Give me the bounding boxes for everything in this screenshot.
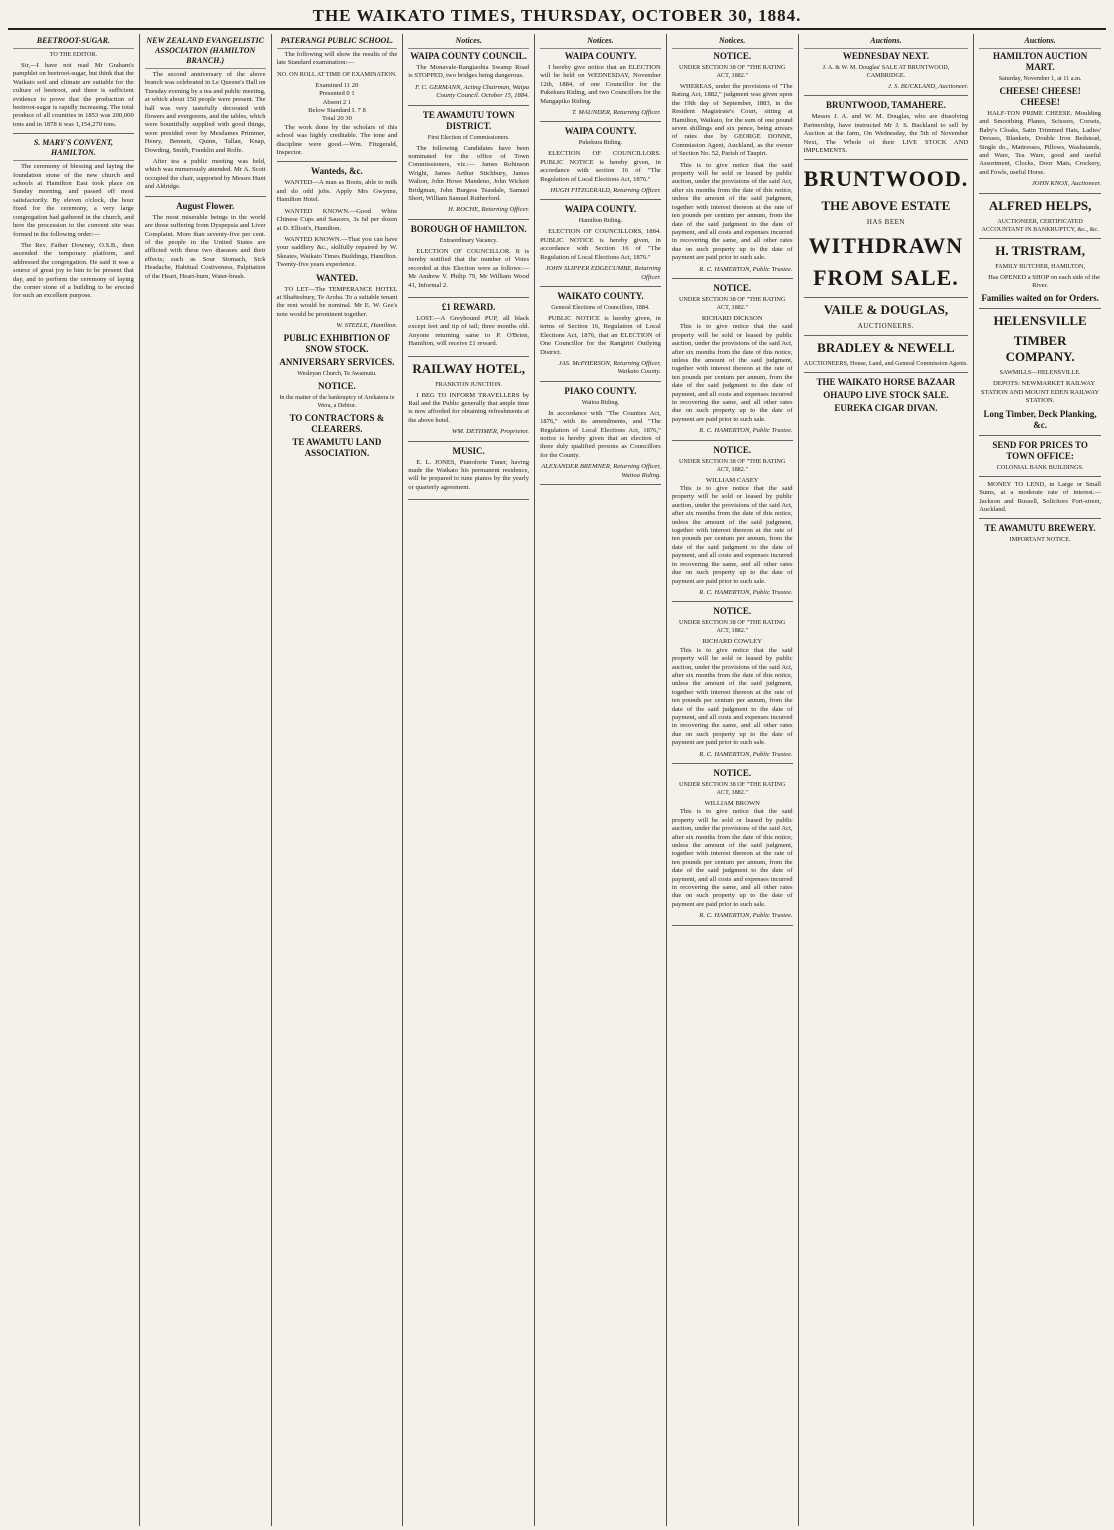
loan-text: MONEY TO LEND, in Large or Small Sums, at a moderate rate of interest.—Jackson and Russell, Solicitors Fort-street, Auckland.: [979, 480, 1101, 513]
display-subheading: AUCTIONEERS.: [857, 322, 915, 331]
display-subheading: SAWMILLS—HELENSVILLE.: [999, 369, 1081, 377]
notice-text: This is to give notice that the said property will be sold or leased by public auction, under the provisions of the said Act, after six months from the date of this notice, unless the amount of the said judgment, together with interest thereon at the rate of ten pounds per centum per annum, from the date of the said judgment to the date of payment, and all costs and expenses incurred in recovering the same, and all other rates due on such property up to the date of payment are paid prior to such sale.: [671, 808, 793, 908]
classified-ad: WANTED—A man as Boots, able to milk and do odd jobs. Apply Mrs Gwynne, Hamilton Hotel.: [276, 179, 398, 204]
display-heading: TIMBER COMPANY.: [1005, 333, 1075, 365]
notice-heading: £1 REWARD.: [441, 301, 496, 312]
notice-subhead: UNDER SECTION 38 OF "THE RATING ACT, 1882.": [678, 781, 786, 796]
article-title: BEETROOT-SUGAR.: [13, 36, 134, 49]
shop-text: Families waited on for Orders.: [981, 293, 1099, 304]
notice-block: [540, 386, 661, 485]
timber-text: Long Timber, Deck Planking, &c.: [983, 408, 1097, 430]
divider: [979, 193, 1101, 194]
notice-text: This is to give notice that the said property will be sold or leased by public auction, under the provisions of the said Act, after six months from the date of this notice, unless the amount of the said judgment, together with interest thereon at the rate of ten pounds per centum per annum, from the date of the said judgment to the date of payment, and all costs and expenses incurred in recovering the same, and all other rates due on such property up to the date of payment are paid prior to such sale.: [671, 161, 793, 262]
article-paragraph: The second anniversary of the above branch was celebrated in Le Quesne's Hall on Tuesday evening by a tea and public meeting, at which about 150 people were present. The hall was very tastefully decorated with flowers and evergreens, and the tables, which were bountifully supplied with good things, were presided over by Mesdames Primmer, Henry, Bennett, Quinn, Tallan, Knap, Dowding, Smith, Franklin and Rolfe.: [144, 71, 266, 154]
divider: [277, 161, 398, 162]
divider: [804, 297, 969, 298]
notice-subhead: UNDER SECTION 38 OF "THE RATING ACT, 1882.": [678, 457, 786, 473]
notice-block: [540, 51, 661, 122]
notice-block: [408, 302, 529, 357]
notice-heading: NOTICE.: [713, 606, 752, 617]
auction-heading: WEDNESDAY NEXT.: [842, 51, 929, 61]
section-heading: WANTED.: [316, 272, 358, 283]
notice-heading: NOTICE.: [713, 282, 752, 293]
notice-block: [672, 283, 793, 441]
table-row: Absent 2 1: [322, 98, 352, 106]
signature: R. C. HAMERTON, Public Trustee.: [699, 750, 793, 758]
column-5: [535, 34, 667, 1526]
notice-heading: MUSIC.: [452, 445, 485, 456]
display-heading: BRUNTWOOD.: [803, 166, 969, 192]
notice-subhead: UNDER SECTION 38 OF "THE RATING ACT, 1882.": [678, 64, 786, 79]
column-8: [974, 34, 1106, 1526]
notice-heading: NOTICE.: [318, 380, 356, 391]
article-paragraph: The following will show the results of the late Standard examination:—: [276, 51, 398, 67]
table-row: Below Standard I. 7 8: [308, 107, 366, 115]
notice-subhead: Wesleyan Church, Te Awamutu.: [297, 369, 377, 377]
column-6: [667, 34, 799, 1526]
display-heading: VAILE & DOUGLAS,: [823, 302, 949, 318]
signature: JOHN KNOX, Auctioneer.: [1031, 180, 1101, 188]
article-title: NEW ZEALAND EVANGELISTIC ASSOCIATION (HAMILTON BRANCH.): [145, 36, 266, 69]
article-paragraph: The ceremony of blessing and laying the foundation stone of the new church and schools at Hamilton East took place on Sunday morning, and passed off most satisfactorily. By eleven o'clock, the hour fixed for the ceremony, a very large congregation had gathered in the church, and here the procession to the convent site was formed in the following order:—: [13, 163, 134, 238]
debtor-name: RICHARD DICKSON: [701, 314, 763, 322]
column-1: [8, 34, 140, 1526]
debtor-name: WILLIAM BROWN: [704, 800, 760, 807]
divider: [979, 476, 1101, 477]
classified-ad: WANTED KNOWN.—Good White Chinese Cups and Saucers, 3s 6d per dozen at D. Elliott's, Hamilton.: [276, 207, 398, 232]
notice-heading: RAILWAY HOTEL,: [412, 360, 526, 376]
auction-heading: HAMILTON AUCTION MART.: [992, 51, 1088, 72]
notice-text: This is to give notice that the said property will be sold or leased by public auction, under the provisions of the said Act, after six months from the date of this notice, unless the amount of the said judgment, together with interest thereon at the rate of ten pounds per centum per annum, from the date of the said judgment to the date of payment, and all costs and expenses incurred in recovering the same, and all other rates due on such property up to the date of payment are paid prior to such sale.: [671, 646, 793, 747]
notice-text: The following Candidates have been nominated for the office of Town Commissioners, viz.:— James Robinson Wright, James Arthur Stichbury, James Walton, John Howe Mandeno, John Wickett Bridgman, John Burgess Teasdale, Samuel Short, William Samuel Rutherford.: [408, 144, 530, 203]
signature: H. ROCHE, Returning Officer.: [448, 206, 530, 214]
column-2: [140, 34, 272, 1526]
divider: [145, 196, 266, 197]
notice-subhead: UNDER SECTION 38 OF "THE RATING ACT, 1882.": [678, 619, 786, 635]
notice-block: [408, 224, 529, 298]
display-heading: WITHDRAWN: [808, 233, 964, 259]
notice-block: [672, 768, 793, 926]
notice-text: LOST.—A Greyhound PUP, all black except feet and tip of tail; three months old. Anyone returning same to P. O'Brien, Hamilton, will receive £1 reward.: [408, 314, 530, 348]
divider: [804, 335, 969, 336]
debtor-name: RICHARD COWLEY: [702, 638, 762, 646]
notice-heading: WAIPA COUNTY.: [564, 126, 637, 137]
notice-block: [408, 51, 529, 106]
article-title: PATERANGI PUBLIC SCHOOL.: [277, 36, 398, 49]
notice-subhead: Waitoa Riding.: [581, 398, 620, 406]
auction-subhead: J. A. & W. M. Douglas' SALE AT BRUNTWOOD, CAMBRIDGE.: [822, 64, 950, 79]
article-paragraph: The work done by the scholars of this school was highly creditable. The tone and discipline were good.—Wm. Fitzgerald, Inspector.: [276, 123, 398, 157]
column-heading: Notices.: [408, 36, 529, 49]
notice-text: This is to give notice that the said property will be sold or leased by public auction, under the provisions of the said Act, after six months from the date of this notice, unless the amount of the said judgment, together with interest thereon at the rate of ten pounds per centum per annum, from the date of the said judgment to the date of payment, and all costs and expenses incurred in recovering the same, and all other rates due on such property up to the date of payment are paid prior to such sale.: [671, 323, 793, 423]
columns: [8, 34, 1106, 1526]
debtor-name: WILLIAM CASEY: [705, 476, 759, 484]
column-3: [272, 34, 404, 1526]
notice-subhead: Extraordinary Vacancy.: [439, 236, 498, 244]
notice-subhead: First Election of Commissioners.: [427, 133, 510, 141]
notice-heading: TO CONTRACTORS & CLEARERS.: [289, 412, 385, 434]
column-heading: Notices.: [540, 36, 661, 49]
signature: F. C. GERMANN, Acting Chairman, Waipa County Council. October 15, 1884.: [415, 83, 530, 100]
table-row: Examined 11 20: [315, 81, 359, 89]
notice-block: [672, 51, 793, 279]
signature: T. MAUNDER, Returning Officer.: [571, 109, 661, 117]
notice-subhead: Pukekura Riding.: [578, 139, 623, 147]
divider: [979, 238, 1101, 239]
notice-text: In accordance with "The Counties Act, 1876," with its amendments, and "The Regulation of Local Elections Act, 1876," notice is hereby given that an election of three duly qualified persons as Councillors for the County.: [540, 409, 661, 459]
notice-heading: NOTICE.: [713, 51, 752, 61]
signature: R. C. HAMERTON, Public Trustee.: [699, 427, 793, 435]
article-paragraph: The Rev. Father Downey, O.S.B., then ascended the temporary platform, and addressed the congregation. He said it was a source of great joy to him to be present that day, and to perform the ceremony of laying the corner stone of a building to be erected for such an excellent purpose.: [13, 241, 134, 300]
divider: [13, 133, 134, 134]
notice-text: ELECTION OF COUNCILLORS. PUBLIC NOTICE is hereby given, in accordance with section 16 of "The Regulation of Local Elections Act, 1876.": [540, 150, 661, 183]
notice-text: PUBLIC NOTICE is hereby given, in terms of Section 16, Regulation of Local Elections Act, 1876, that an ELECTION of One Councillor for the Rangiriri Outlying District.: [540, 314, 661, 356]
display-heading: SEND FOR PRICES TO TOWN OFFICE:: [992, 439, 1088, 461]
signature: WM. DETHMER, Proprietor.: [451, 428, 530, 436]
auction-heading: THE WAIKATO HORSE BAZAAR: [816, 377, 956, 388]
notice-heading: WAIPA COUNTY.: [564, 51, 637, 61]
display-subheading: IMPORTANT NOTICE.: [1009, 536, 1071, 544]
notice-text: The Monavale-Rangiaohia Swamp Road is STOPPED, two bridges being dangerous.: [408, 64, 530, 80]
classified-ad: WANTED KNOWN.—That you can have your saddlery &c., skilfully repaired by W. Skeates, Waikato Times Buildings, Hamilton. Twenty-five years experience.: [276, 235, 398, 269]
masthead: THE WAIKATO TIMES, THURSDAY, OCTOBER 30, 1884.: [8, 6, 1106, 30]
divider: [979, 435, 1101, 436]
notice-subhead: In the matter of the bankruptcy of Arekatera te Wera, a Debtor.: [279, 393, 395, 409]
notice-subhead: General Elections of Councillors, 1884.: [551, 303, 650, 311]
notice-block: [540, 126, 661, 200]
display-heading: THE ABOVE ESTATE: [821, 198, 951, 214]
notice-heading: TE AWAMUTU LAND ASSOCIATION.: [292, 436, 382, 458]
notice-subhead: UNDER SECTION 38 OF "THE RATING ACT, 1882.": [678, 295, 786, 311]
display-heading: ALFRED HELPS,: [988, 197, 1092, 213]
notice-heading: TE AWAMUTU TOWN DISTRICT.: [422, 109, 515, 131]
notice-heading: NOTICE.: [713, 444, 752, 455]
auction-subhead: Saturday, November 1, at 11 a.m.: [998, 75, 1082, 82]
article-title: S. MARY'S CONVENT, HAMILTON.: [13, 138, 134, 161]
notice-subhead: FRANKTON JUNCTION.: [435, 380, 503, 388]
divider: [804, 159, 969, 160]
signature: R. C. HAMERTON, Public Trustee.: [699, 912, 793, 920]
auction-heading: BRUNTWOOD, TAMAHERE.: [825, 100, 946, 111]
table-heading: NO. ON ROLL AT TIME OF EXAMINATION.: [277, 70, 397, 78]
display-subheading: AUCTIONEER, CERTIFICATED ACCOUNTANT IN BANKRUPTCY, &c., &c.: [981, 217, 1099, 233]
notice-text: WHEREAS, under the provisions of "The Rating Act, 1882," judgment was given upon the 19th day of September, 1883, in the Resident Magistrate's Court, sitting at Hamilton, Waikato, for the sum of one pound seven shillings and six pence, being arrears of rates due by GEORGE DONNE, Commission Agent, Auckland, as the owner of Section No. 52, Parish of Taupiri.: [671, 83, 793, 158]
auction-heading: OHAUPO LIVE STOCK SALE.: [823, 390, 949, 401]
auction-heading: EUREKA CIGAR DIVAN.: [834, 403, 938, 414]
notice-block: [672, 445, 793, 603]
notice-text: I hereby give notice that an ELECTION will be held on WEDNESDAY, November 12th, 1884, of one Councillor for the Pukekura Riding, and two Councillors for the Mangapiko Riding.: [540, 64, 661, 105]
notice-text: ELECTION OF COUNCILLORS, 1884. PUBLIC NOTICE is hereby given, in accordance with Section 16 of "The Regulation of Local Elections Act, 1876.": [540, 228, 661, 261]
column-4: [403, 34, 535, 1526]
notice-block: [408, 110, 529, 220]
divider: [979, 308, 1101, 309]
notice-heading: ANNIVERSARY SERVICES.: [279, 356, 395, 367]
notice-block: [408, 361, 529, 442]
signature: JOHN SLIPPER EDGECUMBE, Returning Officer.: [545, 265, 661, 281]
notice-heading: PIAKO COUNTY.: [564, 385, 637, 396]
signature: J. S. BUCKLAND, Auctioneer.: [887, 83, 969, 90]
notice-heading: NOTICE.: [713, 768, 752, 778]
table-row: Presented 0 1: [319, 90, 355, 98]
column-heading: Auctions.: [804, 36, 969, 49]
notice-block: [672, 606, 793, 764]
notice-heading: PUBLIC EXHIBITION OF SNOW STOCK.: [283, 332, 391, 354]
section-heading: Wanteds, &c.: [311, 166, 363, 177]
notice-block: [408, 446, 529, 501]
notice-text: This is to give notice that the said property will be sold or leased by public auction, under the provisions of the said Act, after six months from the date of this notice, unless the amount of the said judgment, together with interest thereon at the rate of ten pounds per centum per annum, from the date of the said judgment to the date of payment, and all costs and expenses incurred in recovering the same, and all other rates due on such property up to the date of payment are paid prior to such sale.: [671, 485, 793, 585]
display-subheading: HAS BEEN: [866, 218, 905, 227]
column-heading: Notices.: [672, 36, 793, 49]
display-heading: BRADLEY & NEWELL: [817, 340, 955, 356]
signature: W. STEELE, Hamilton.: [336, 322, 398, 330]
signature: R. C. HAMERTON, Public Trustee.: [699, 588, 793, 596]
divider: [804, 372, 969, 373]
article-title: August Flower.: [176, 200, 235, 211]
auction-text: Messrs J. A. and W. M. Douglas, who are dissolving Partnership, have instructed Mr J. S. Buckland to sell by Auction at the farm, On Wednesday, the 5th of November Next, The Whole of their LIVE STOCK AND IMPLEMENTS.: [803, 113, 969, 155]
notice-text: E. L. JONES, Pianoforte Tuner, having made the Waikato his permanent residence, will be prepared to tune pianos by the yearly or quarterly agreement.: [408, 458, 530, 491]
auction-text: HALF-TON PRIME CHEESE. Moulding and Smoothing Planes, Scissors, Corsets, Baby's Cloaks, Satin Trimmed Hats, Ladies' Dresses, Blankets, Double Iron Bedstead, Single do., Mattresses, Pillows, Washstands, and Ware, Tea Ware, good and useful Assortment, Clocks, Door Mats, Crockery, and Fowls, useful Horse.: [979, 110, 1101, 176]
notice-subhead: Hamilton Riding.: [578, 217, 623, 225]
signature: ALEXANDER BREMNER, Returning Officer, Waitoa Riding.: [541, 463, 661, 479]
display-heading: HELENSVILLE: [993, 313, 1087, 329]
article-subhead: TO THE EDITOR.: [49, 51, 98, 58]
signature: HUGH FITZGERALD, Returning Officer.: [550, 187, 661, 195]
notice-block: [540, 291, 661, 382]
classified-ad: TO LET—The TEMPERANCE HOTEL at Shaftesbury, Te Aroha. To a suitable tenant the rent would be nominal. Mr E. W. Gee's note would be prominent together.: [276, 285, 398, 318]
signature: JAS. McPHERSON, Returning Officer, Waikato County.: [558, 359, 661, 376]
notice-heading: WAIPA COUNTY COUNCIL.: [410, 51, 528, 61]
divider: [804, 95, 969, 96]
article-paragraph: Sir,—I have not read Mr Graham's pamphlet on beetroot-sugar, but think that the Waikato soil and climate are suitable for the culture of beetroot, and there is sufficient evidence to prove that the production of beetroot-sugar is rapidly increasing. The total produce of all countries in 1853 was 200,000 tons and in 1878 it was 1,154,270 tons.: [13, 62, 134, 128]
column-heading: Auctions.: [979, 36, 1101, 49]
display-heading: FROM SALE.: [813, 265, 959, 291]
display-heading: TE AWAMUTU BREWERY.: [984, 523, 1096, 534]
notice-text: ELECTION OF COUNCILLOR. It is hereby notified that the number of Votes recorded at this Election were as follows:— Mr Andrew V. Philip 79, Mr William Wood 41, Informal 2.: [408, 247, 530, 289]
notice-heading: BOROUGH OF HAMILTON.: [410, 223, 527, 234]
divider: [979, 518, 1101, 519]
signature: R. C. HAMERTON, Public Trustee.: [699, 265, 793, 273]
article-paragraph: The most miserable beings in the world are those suffering from Dyspepsia and Liver Complaint. More than seventy-five per cent. of the people in the United States are afflicted with these two diseases and their effects; such as Sour Stomach, Sick Headache, Habitual Costiveness, Palpitation of the Heart, Heart-burn, Water-brash.: [144, 213, 266, 280]
auction-subhead: AUCTIONEERS, House, Land, and General Commission Agents.: [803, 360, 968, 368]
article-paragraph: After tea a public meeting was held, which was numerously attended. Mr A. Scott occupied the chair, supported by Messrs Hunt and Aldridge.: [144, 158, 266, 191]
notice-heading: WAIPA COUNTY.: [564, 204, 637, 215]
auction-heading: CHEESE! CHEESE! CHEESE!: [999, 86, 1081, 107]
notice-block: [540, 204, 661, 286]
timber-text: DEPOTS: NEWMARKET RAILWAY STATION AND MOUNT EDEN RAILWAY STATION.: [980, 380, 1100, 405]
notice-text: I BEG TO INFORM TRAVELLERS by Rail and the Public generally that ample time is now afforded for obtaining refreshments at the above hotel.: [408, 391, 530, 424]
display-subheading: COLONIAL BANK BUILDINGS.: [996, 463, 1084, 471]
shop-text: Has OPENED a SHOP on each side of the River.: [988, 273, 1101, 290]
table-row: Total 20 30: [321, 115, 352, 123]
notice-heading: WAIKATO COUNTY.: [557, 290, 644, 301]
column-7: [799, 34, 975, 1526]
display-subheading: FAMILY BUTCHER, HAMILTON,: [995, 262, 1085, 270]
display-heading: H. TRISTRAM,: [995, 242, 1085, 258]
